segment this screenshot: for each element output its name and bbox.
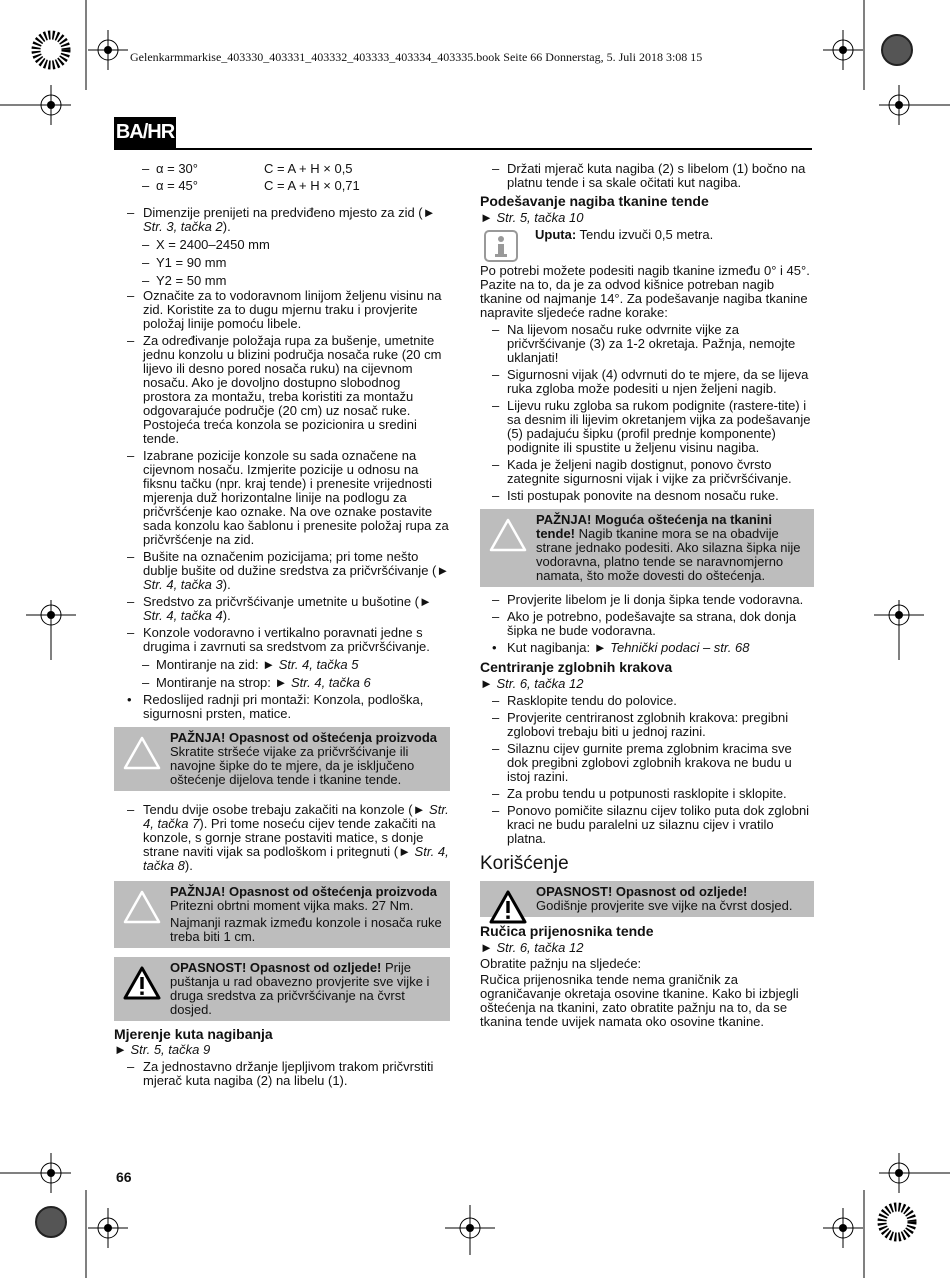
list-item: – Kada je željeni nagib dostignut, ponovo čvrsto zategnite sigurnosni vijak i vijke za pričvršćivanje. <box>492 457 792 486</box>
list-item: – Tendu dvije osobe trebaju zakačiti na konzole (► Str. 4, tačka 7). Pri tome noseću cijev tende zakačiti na konzole, s gornje strane postaviti matice, s donje strane naviti vijak sa podloškom i pritegnuti (► Str. 4, tačka 8). <box>127 802 449 873</box>
page-reference: ► Str. 5, tačka 9 <box>114 1042 211 1057</box>
list-item: – Provjerite centriranost zglobnih krakova: pregibni zglobovi trebaju biti u jednoj razini. <box>492 710 789 739</box>
section-heading: Ručica prijenosnika tende <box>480 923 654 939</box>
bullet-item: • Kut nagibanja: ► Tehnički podaci – str. 68 <box>492 640 750 655</box>
warning-triangle-icon <box>488 517 528 553</box>
warning-triangle-icon <box>122 889 162 925</box>
section-heading: Centriranje zglobnih krakova <box>480 659 673 675</box>
list-item: – Za određivanje položaja rupa za bušenje, umetnite jednu konzolu u blizini područja nosača ruke (20 cm lijevo ili desno pored nosača ruku) na cijevnom nosaču. Ako je dovoljno dostupno slobodnog prostora za montažu, treba koristiti za montažu odgovarajuće područje (20 cm) uz nosač ruke. Postojeća treća konzola se pozicionira u sredini tende. <box>127 333 442 446</box>
page-number: 66 <box>116 1169 132 1185</box>
paragraph: Obratite pažnju na sljedeće: <box>480 956 642 971</box>
page-reference: ► Str. 5, tačka 10 <box>480 210 584 225</box>
section-heading: Podešavanje nagiba tkanine tende <box>480 193 709 209</box>
left-column <box>114 162 450 1088</box>
list-item: – Silaznu cijev gurnite prema zglobnim kracima sve dok pregibni zglobovi zglobnih krakova ne budu u istoj razini. <box>492 741 792 784</box>
section-heading: Mjerenje kuta nagibanja <box>114 1026 273 1042</box>
list-item: – Izabrane pozicije konzole su sada označene na cijevnom nosaču. Izmjerite pozicije u odnosu na fiksnu tačku (npr. kraj tende) i prenesite vrijednosti mjerenja duž horizontalne linije na podlogu za pričvršćenje kao oznake. Na ove oznake postavite sada konzolu kao šablonu i prenesite položaj rupa za pričvršćenje na zid. <box>127 448 449 547</box>
bullet-item: • Redoslijed radnji pri montaži: Konzola, podloška, sigurnosni prsten, matice. <box>127 692 424 721</box>
header-rule <box>114 148 812 150</box>
list-item: – Sredstvo za pričvršćivanje umetnite u bušotine (► Str. 4, tačka 4). <box>127 594 432 623</box>
danger-box: OPASNOST! Opasnost od ozljede! Prije puštanja u rad obavezno provjerite sve vijke i druga sredstva za pričvršćivanje na čvrst dosjed. <box>114 957 450 1021</box>
list-item: – Lijevu ruku zgloba sa rukom podignite (rastere-tite) i sa desnim ili lijevim okretanjem vijka za podešavanje (5) padajuću šipku (profil prednje komponente) podignite ili spustite u željenu visinu nagiba. <box>492 398 811 455</box>
warning-triangle-icon <box>122 735 162 771</box>
paragraph: Ručica prijenosnika tende nema graničnik za ograničavanje okretaja osovine tkanine. Kako bi izbjegli oštećenja na tkanini, zato obratite pažnju na to, da se tkanina tende uvijek namata oko osovine tkanine. <box>480 972 799 1029</box>
list-item: – Bušite na označenim pozicijama; pri tome nešto dublje bušite od dužine sredstva za pričvršćivanje (► Str. 4, tačka 3). <box>127 549 450 592</box>
chapter-heading: Korišćenje <box>480 853 569 874</box>
formula-row: – α = 30° C = A + H × 0,5 <box>142 161 353 176</box>
list-item: – Rasklopite tendu do polovice. <box>492 693 677 708</box>
list-item: – Na lijevom nosaču ruke odvrnite vijke za pričvršćivanje (3) za 1-2 okretaja. Pažnja, nemojte uklanjati! <box>492 322 796 365</box>
list-subitem: – X = 2400–2450 mm <box>142 237 270 252</box>
list-item: – Sigurnosni vijak (4) odvrnuti do te mjere, da se lijeva ruka zgloba može podesiti u njen željeni nagib. <box>492 367 809 396</box>
right-column <box>480 162 814 1029</box>
danger-triangle-icon <box>488 889 528 925</box>
list-item: – Za jednostavno držanje ljepljivom trakom pričvrstiti mjerač kuta nagiba (2) na libelu (1). <box>127 1059 434 1088</box>
warning-box: PAŽNJA! Moguća oštećenja na tkanini tende! Nagib tkanine mora se na obadvije strane jednako podesiti. Ako silazna šipka nije vodoravna, platno tende se naravnomjerno namata, što može dovesti do oštećenja. <box>480 509 814 587</box>
list-item: – Provjerite libelom je li donja šipka tende vodoravna. <box>492 592 804 607</box>
warning-box: PAŽNJA! Opasnost od oštećenja proizvoda Skratite stršeće vijake za pričvršćivanje ili navojne šipke do te mjere, da je isključeno oštećenje dijelova tende i tkanine tende. <box>114 727 450 791</box>
list-item: – Za probu tendu u potpunosti rasklopite i sklopite. <box>492 786 787 801</box>
list-item: – Isti postupak ponovite na desnom nosaču ruke. <box>492 488 779 503</box>
list-item: – Ponovo pomičite silaznu cijev toliko puta dok zglobni kraci ne budu paralelni uz silaznu cijev i vratilo platna. <box>492 803 810 846</box>
file-info-line: Gelenkarmmarkise_403330_403331_403332_403333_403334_403335.book Seite 66 Donnerstag, 5. Juli 2018 3:08 15 <box>130 50 703 64</box>
list-item: – Dimenzije prenijeti na predviđeno mjesto za zid (► Str. 3, tačka 2). <box>127 205 436 234</box>
danger-box: OPASNOST! Opasnost od ozljede! Godišnje provjerite sve vijke na čvrst dosjed. <box>480 881 814 917</box>
list-subitem: – Y2 = 50 mm <box>142 273 227 288</box>
danger-triangle-icon <box>122 965 162 1001</box>
list-subitem: – Montiranje na strop: ► Str. 4, tačka 6 <box>142 675 371 690</box>
list-subitem: – Montiranje na zid: ► Str. 4, tačka 5 <box>142 657 359 672</box>
paragraph: Po potrebi možete podesiti nagib tkanine između 0° i 45°. Pazite na to, da je za odvod kišnice potreban nagib tkanine od najmanje 14°. Za podešavanje nagiba tkanine napravite sljedeće radne korake: <box>480 263 810 320</box>
list-subitem: – Y1 = 90 mm <box>142 255 227 270</box>
page-reference: ► Str. 6, tačka 12 <box>480 940 584 955</box>
warning-box: PAŽNJA! Opasnost od oštećenja proizvoda Pritezni obrtni moment vijka maks. 27 Nm. Najmanji razmak između konzole i nosača ruke treba biti 1 cm. <box>114 881 450 948</box>
page-reference: ► Str. 6, tačka 12 <box>480 676 584 691</box>
list-item: – Označite za to vodoravnom linijom željenu visinu na zid. Koristite za to dugu mjernu traku i provjerite položaj linije pomoću libele. <box>127 288 442 331</box>
formula-row: – α = 45° C = A + H × 0,71 <box>142 178 360 193</box>
note-box: Uputa: Tendu izvuči 0,5 metra. <box>480 228 814 264</box>
language-badge: BA/HR <box>114 117 176 148</box>
list-item: – Konzole vodoravno i vertikalno poravnati jedne s drugima i zavrnuti sa sredstvom za pričvršćivanje. <box>127 625 430 654</box>
list-item: – Ako je potrebno, podešavajte sa strana, dok donja šipka ne bude vodoravna. <box>492 609 797 638</box>
info-icon <box>484 230 518 262</box>
list-item: – Držati mjerač kuta nagiba (2) s libelom (1) bočno na platnu tende i sa skale očitati kut nagiba. <box>492 161 806 190</box>
